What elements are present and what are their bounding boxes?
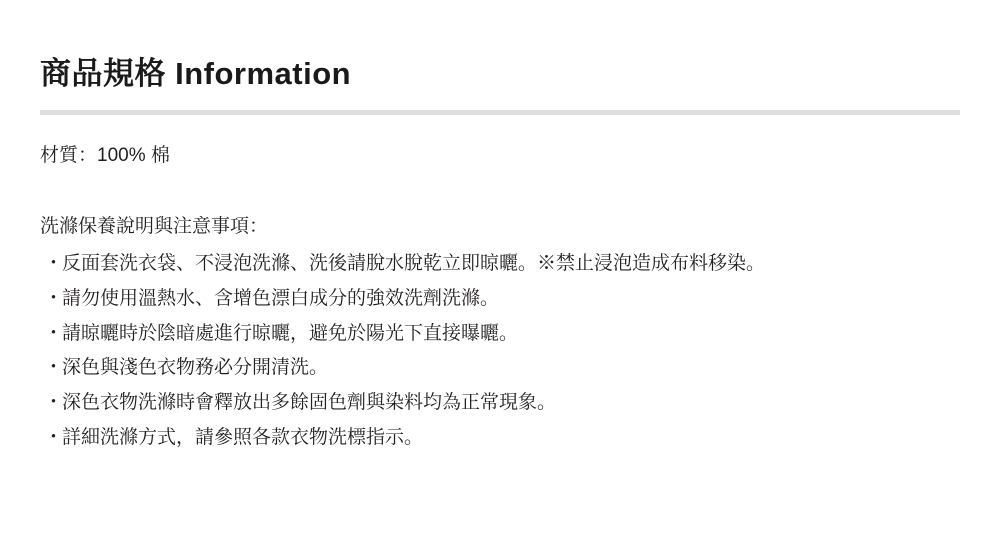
list-item-text: 深色衣物洗滌時會釋放出多餘固色劑與染料均為正常現象。 xyxy=(62,392,557,414)
title-divider xyxy=(40,110,960,115)
list-item-text: 請晾曬時於陰暗處進行晾曬，避免於陽光下直接曝曬。 xyxy=(62,322,519,344)
list-item xyxy=(40,284,960,315)
page-title xyxy=(40,55,960,92)
list-item-text: 深色與淺色衣物務必分開清洗。 xyxy=(62,357,329,379)
material-text: 材質：100% 棉 xyxy=(40,145,170,167)
page-title-english: Information xyxy=(175,56,352,91)
list-item xyxy=(40,249,960,280)
care-instructions-list xyxy=(40,249,960,454)
bullet-icon: ・ xyxy=(44,322,64,344)
bullet-icon: ・ xyxy=(44,287,64,309)
list-item-text: 反面套洗衣袋、不浸泡洗滌、洗後請脫水脫乾立即晾曬。※禁止浸泡造成布料移染。 xyxy=(62,253,766,275)
bullet-icon: ・ xyxy=(44,357,64,379)
list-item-text: 詳細洗滌方式，請參照各款衣物洗標指示。 xyxy=(62,427,424,449)
bullet-icon: ・ xyxy=(44,253,64,275)
list-item xyxy=(40,319,960,350)
list-item xyxy=(40,388,960,419)
care-instructions-heading: 洗滌保養說明與注意事項： xyxy=(40,215,269,237)
page-title-chinese: 商品規格 xyxy=(40,56,166,91)
list-item xyxy=(40,353,960,384)
bullet-icon: ・ xyxy=(44,392,64,414)
bullet-icon: ・ xyxy=(44,427,64,449)
list-item xyxy=(40,423,960,454)
list-item-text: 請勿使用溫熱水、含增色漂白成分的強效洗劑洗滌。 xyxy=(62,287,500,309)
